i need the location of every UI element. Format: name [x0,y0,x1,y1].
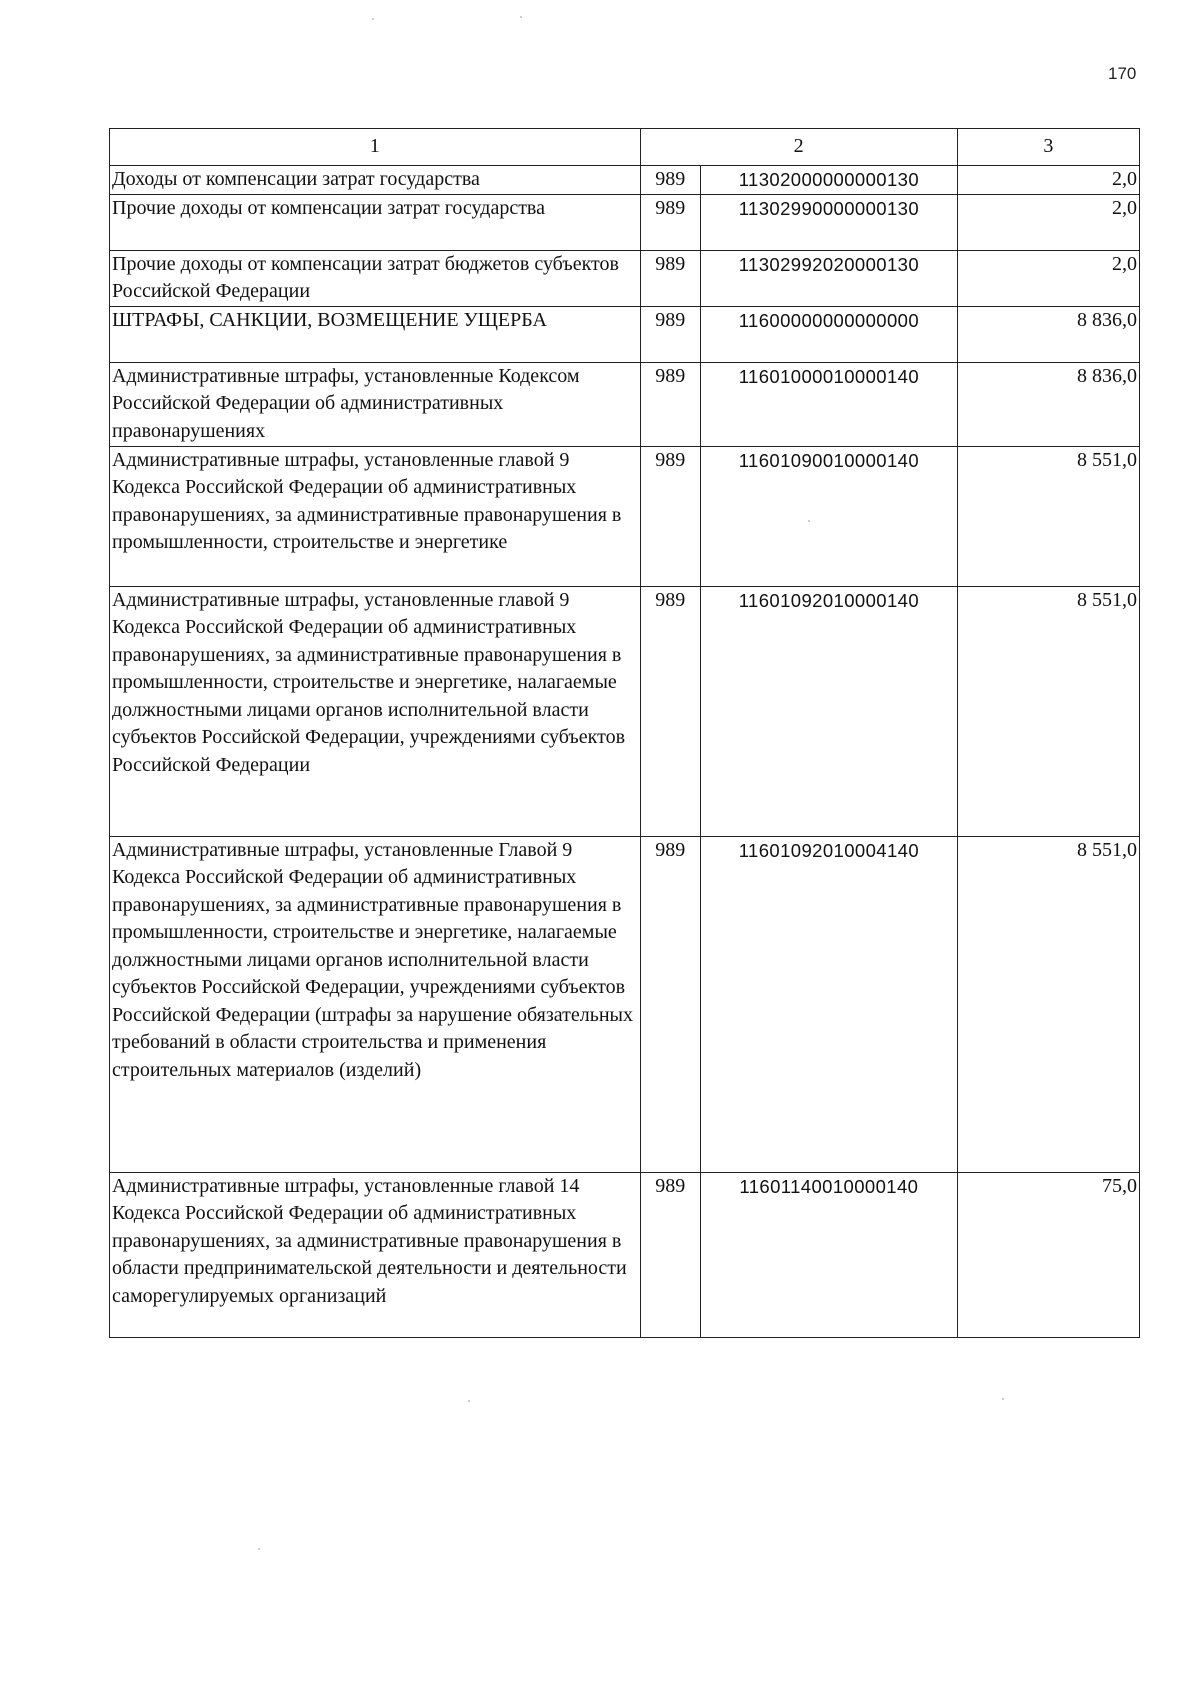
row-amount: 2,0 [957,194,1139,250]
table-row [110,1172,1140,1337]
row-amount: 75,0 [957,1172,1139,1337]
row-admin-code: 989 [640,446,700,586]
row-name: Административные штрафы, установленные главой 9 Кодекса Российской Федерации об административных правонарушениях, за административные правонарушения в промышленности, строительстве и энергетике [110,446,641,586]
table-row [110,362,1140,446]
header-col-2: 2 [640,129,957,166]
header-col-3: 3 [957,129,1139,166]
table-header-row [110,129,1140,166]
header-col-1: 1 [110,129,641,166]
row-name: Административные штрафы, установленные главой 9 Кодекса Российской Федерации об административных правонарушениях, за административные правонарушения в промышленности, строительстве и энергетике, налагаемые должностными лицами органов исполнительной власти субъектов Российской Федерации, учреждениями субъектов Российской Федерации [110,586,641,836]
row-budget-code: 11302992020000130 [701,250,958,306]
row-name: Прочие доходы от компенсации затрат бюджетов субъектов Российской Федерации [110,250,641,306]
revenue-table [109,128,1140,1338]
row-budget-code: 11302000000000130 [701,166,958,195]
row-budget-code: 11601090010000140 [701,446,958,586]
row-amount: 8 551,0 [957,446,1139,586]
row-name: Административные штрафы, установленные Кодексом Российской Федерации об административных правонарушениях [110,362,641,446]
row-budget-code: 11601000010000140 [701,362,958,446]
page-number: 170 [1108,64,1137,83]
row-admin-code: 989 [640,166,700,195]
scan-speck [372,18,374,20]
scan-speck [1002,1398,1004,1400]
row-budget-code: 11601140010000140 [701,1172,958,1337]
row-budget-code: 11601092010000140 [701,586,958,836]
row-admin-code: 989 [640,836,700,1172]
row-admin-code: 989 [640,250,700,306]
row-name: Административные штрафы, установленные главой 14 Кодекса Российской Федерации об административных правонарушениях, за административные правонарушения в области предпринимательской деятельности и деятельности саморегулируемых организаций [110,1172,641,1337]
row-budget-code: 11600000000000000 [701,306,958,362]
row-amount: 8 836,0 [957,306,1139,362]
row-name: Административные штрафы, установленные Главой 9 Кодекса Российской Федерации об административных правонарушениях, за административные правонарушения в промышленности, строительстве и энергетике, налагаемые должностными лицами органов исполнительной власти субъектов Российской Федерации, учреждениями субъектов Российской Федерации (штрафы за нарушение обязательных требований в области строительства и применения строительных материалов (изделий) [110,836,641,1172]
scan-speck [258,1548,260,1550]
table-row [110,586,1140,836]
row-admin-code: 989 [640,306,700,362]
row-name: ШТРАФЫ, САНКЦИИ, ВОЗМЕЩЕНИЕ УЩЕРБА [110,306,641,362]
scan-speck [520,16,522,18]
row-admin-code: 989 [640,362,700,446]
row-amount: 8 551,0 [957,836,1139,1172]
row-admin-code: 989 [640,586,700,836]
row-budget-code: 11601092010004140 [701,836,958,1172]
row-budget-code: 11302990000000130 [701,194,958,250]
row-amount: 2,0 [957,250,1139,306]
table-row [110,836,1140,1172]
table-row [110,446,1140,586]
row-name: Доходы от компенсации затрат государства [110,166,641,195]
scan-speck [468,1400,470,1402]
scan-speck [808,520,810,522]
row-admin-code: 989 [640,1172,700,1337]
row-amount: 2,0 [957,166,1139,195]
table-row [110,194,1140,250]
table-row [110,166,1140,195]
row-amount: 8 836,0 [957,362,1139,446]
table-row [110,250,1140,306]
table-row [110,306,1140,362]
row-name: Прочие доходы от компенсации затрат государства [110,194,641,250]
row-admin-code: 989 [640,194,700,250]
row-amount: 8 551,0 [957,586,1139,836]
